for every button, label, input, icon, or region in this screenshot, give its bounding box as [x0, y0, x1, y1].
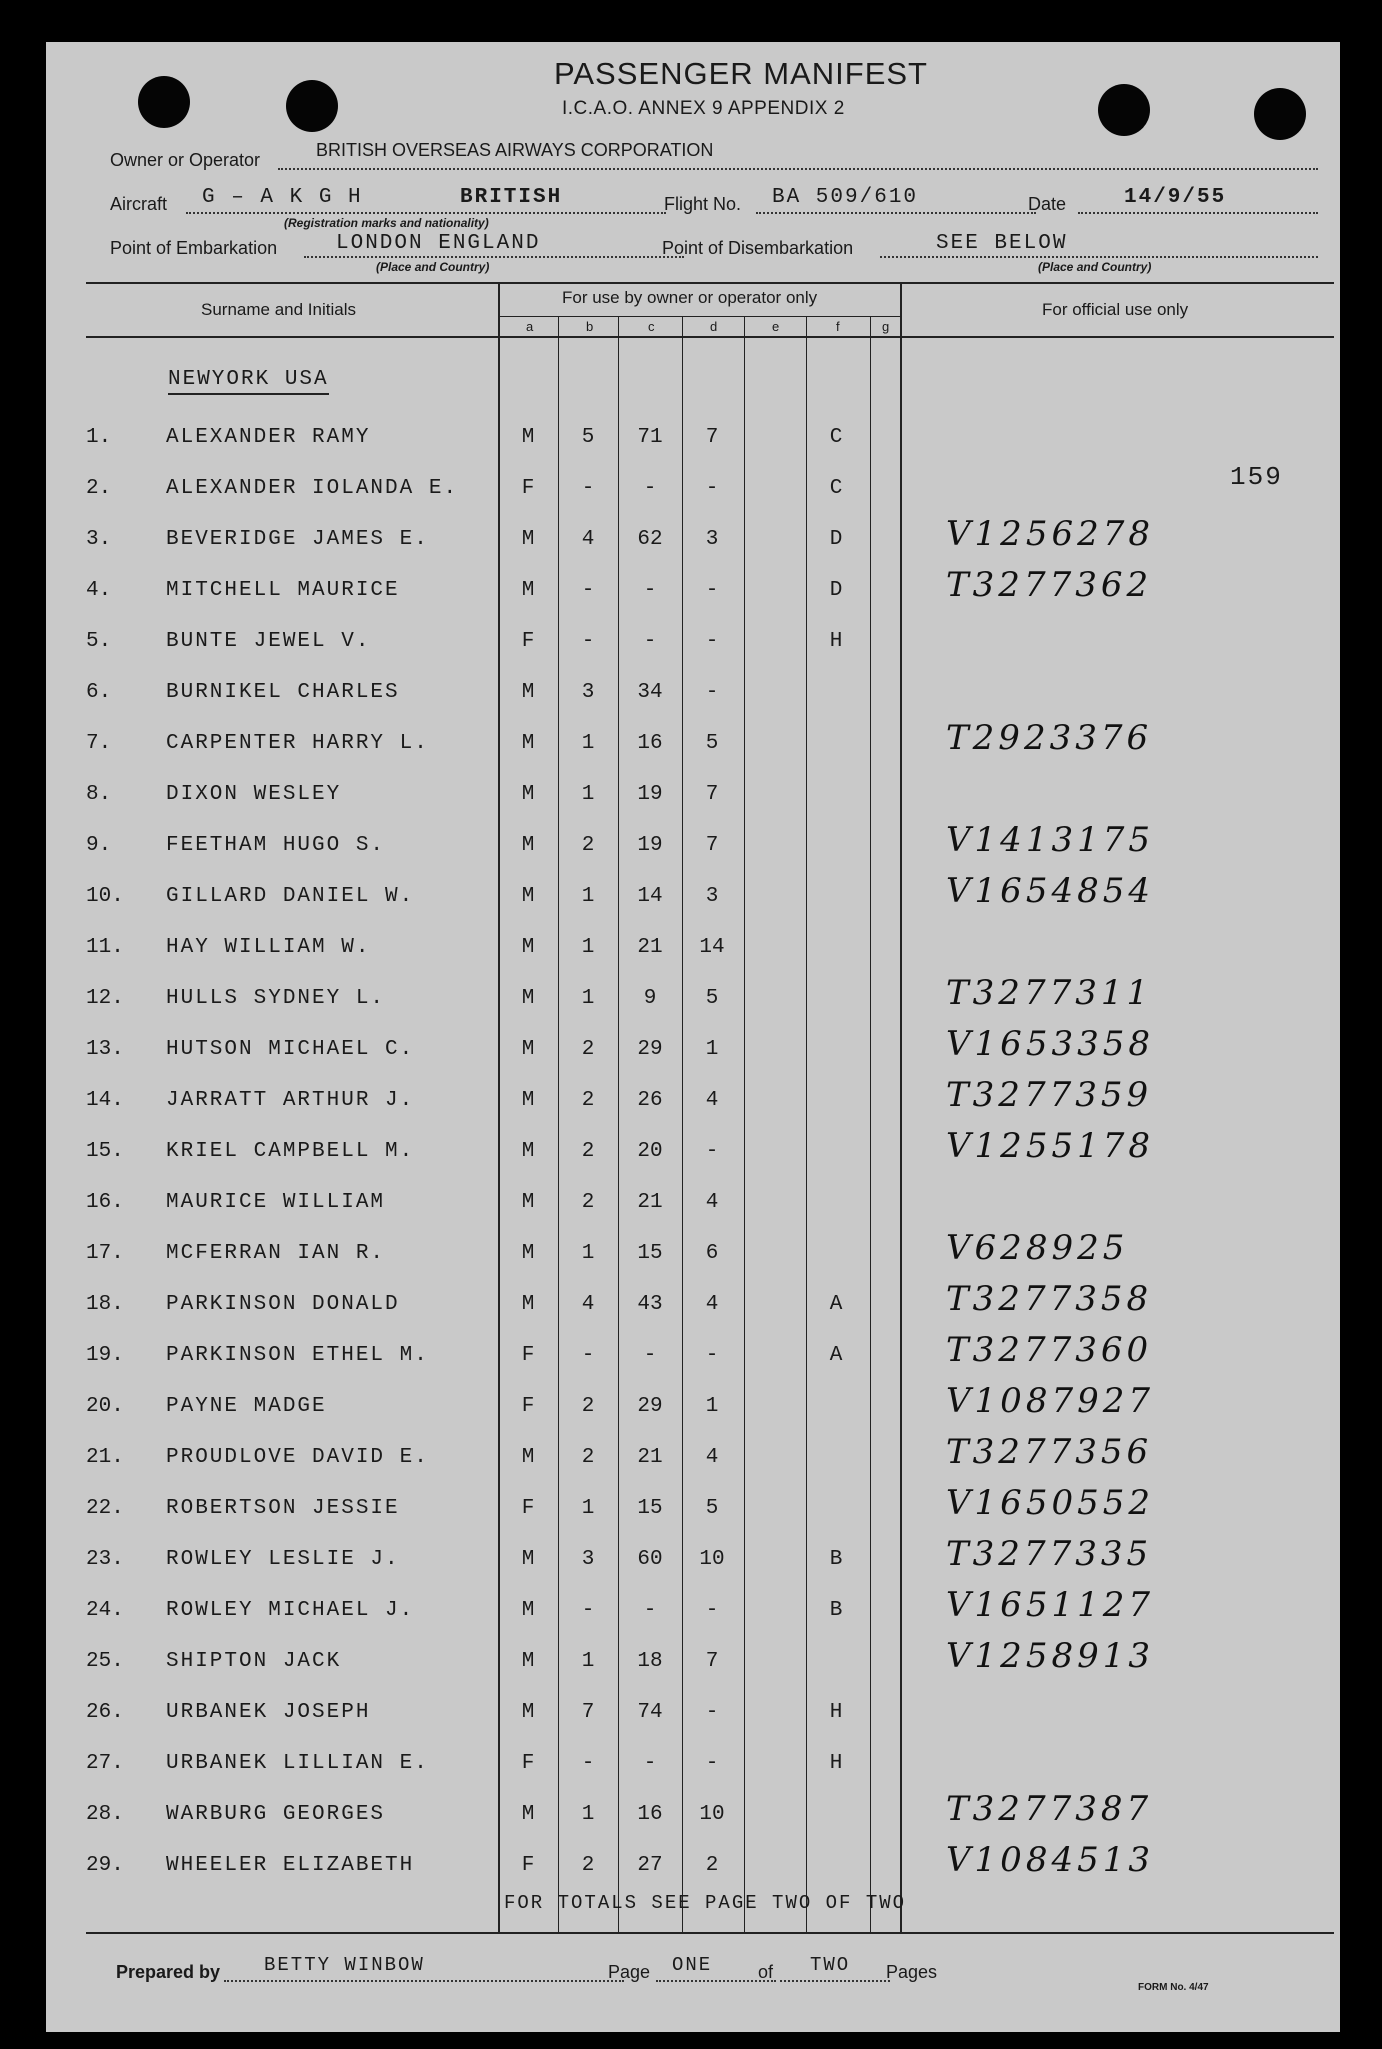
official-number: V1650552 [946, 1483, 1154, 1523]
cell-c: - [643, 1344, 657, 1367]
flight-value: BA 509/610 [772, 186, 919, 209]
passenger-name: WHEELER ELIZABETH [166, 1854, 415, 1877]
cell-a: M [521, 1803, 535, 1826]
passenger-name: HULLS SYDNEY L. [166, 987, 386, 1010]
row-number: 21. [86, 1446, 124, 1469]
cell-d: 4 [705, 1191, 719, 1214]
cell-a: M [521, 1701, 535, 1724]
row-number: 24. [86, 1599, 124, 1622]
passenger-name: MCFERRAN IAN R. [166, 1242, 386, 1265]
official-number: V1256278 [946, 514, 1154, 554]
embarkation-value: LONDON ENGLAND [336, 232, 541, 255]
page-subtitle: I.C.A.O. ANNEX 9 APPENDIX 2 [562, 98, 845, 119]
cell-b: 1 [581, 1242, 595, 1265]
col-header-surname: Surname and Initials [201, 300, 356, 319]
date-label: Date [1028, 194, 1067, 214]
cell-d: 7 [705, 1650, 719, 1673]
cell-a: M [521, 1293, 535, 1316]
cell-c: 62 [637, 528, 663, 551]
official-number: V1255178 [946, 1126, 1154, 1166]
embarkation-label: Point of Embarkation [110, 238, 278, 258]
passenger-name: HAY WILLIAM W. [166, 936, 371, 959]
cell-a: F [521, 630, 535, 653]
cell-c: 71 [637, 426, 663, 449]
cell-a: M [521, 579, 535, 602]
passenger-name: BUNTE JEWEL V. [166, 630, 371, 653]
passenger-name: PAYNE MADGE [166, 1395, 327, 1418]
subcol-d: d [710, 319, 718, 334]
cell-d: 7 [705, 426, 719, 449]
cell-a: M [521, 834, 535, 857]
cell-a: M [521, 528, 535, 551]
official-number: T3277358 [946, 1279, 1153, 1319]
cell-b: 2 [581, 1191, 595, 1214]
cell-d: - [705, 630, 719, 653]
page-stamp-number: 159 [1230, 462, 1283, 492]
passenger-name: PROUDLOVE DAVID E. [166, 1446, 429, 1469]
cell-b: 2 [581, 1089, 595, 1112]
cell-f: H [829, 1752, 843, 1775]
cell-c: 16 [637, 732, 663, 755]
cell-b: 1 [581, 1497, 595, 1520]
punch-hole-right-2 [1254, 88, 1306, 140]
row-number: 8. [86, 783, 112, 806]
cell-d: 3 [705, 528, 719, 551]
cell-a: F [521, 477, 535, 500]
row-number: 11. [86, 936, 124, 959]
disembarkation-label: Point of Disembarkation [662, 238, 854, 258]
cell-b: - [581, 477, 595, 500]
cell-a: M [521, 1650, 535, 1673]
subcol-a: a [526, 319, 534, 334]
cell-b: 7 [581, 1701, 595, 1724]
manifest-sheet [46, 42, 1340, 2032]
cell-f: H [829, 630, 843, 653]
of-value: TWO [810, 1954, 851, 1976]
cell-b: - [581, 1752, 595, 1775]
cell-d: 4 [705, 1089, 719, 1112]
section-destination: NEWYORK USA [168, 368, 329, 395]
row-number: 18. [86, 1293, 124, 1316]
subcol-c: c [648, 319, 655, 334]
cell-c: 34 [637, 681, 663, 704]
cell-c: - [643, 1752, 657, 1775]
cell-a: F [521, 1344, 535, 1367]
cell-a: M [521, 783, 535, 806]
col-header-official: For official use only [1042, 300, 1189, 319]
cell-c: 60 [637, 1548, 663, 1571]
row-number: 6. [86, 681, 112, 704]
row-number: 22. [86, 1497, 124, 1520]
official-number: T3277359 [946, 1075, 1153, 1115]
passenger-name: URBANEK LILLIAN E. [166, 1752, 429, 1775]
cell-a: M [521, 987, 535, 1010]
cell-a: M [521, 1191, 535, 1214]
official-number: V1413175 [946, 820, 1154, 860]
cell-d: - [705, 579, 719, 602]
cell-a: M [521, 936, 535, 959]
cell-c: - [643, 477, 657, 500]
cell-c: 14 [637, 885, 663, 908]
cell-d: - [705, 1344, 719, 1367]
passenger-name: JARRATT ARTHUR J. [166, 1089, 415, 1112]
passenger-name: BEVERIDGE JAMES E. [166, 528, 429, 551]
cell-b: 1 [581, 885, 595, 908]
cell-b: - [581, 1599, 595, 1622]
row-number: 16. [86, 1191, 124, 1214]
cell-b: 5 [581, 426, 595, 449]
cell-d: 4 [705, 1293, 719, 1316]
row-number: 28. [86, 1803, 124, 1826]
cell-c: 19 [637, 834, 663, 857]
aircraft-label: Aircraft [110, 194, 168, 214]
cell-b: 3 [581, 681, 595, 704]
row-number: 19. [86, 1344, 124, 1367]
cell-b: 2 [581, 1854, 595, 1877]
row-number: 20. [86, 1395, 124, 1418]
cell-a: M [521, 1599, 535, 1622]
cell-b: - [581, 1344, 595, 1367]
page-label: Page [608, 1962, 651, 1982]
row-number: 7. [86, 732, 112, 755]
flight-label: Flight No. [664, 194, 742, 214]
cell-d: 10 [699, 1803, 725, 1826]
cell-a: M [521, 426, 535, 449]
cell-a: M [521, 1446, 535, 1469]
passenger-name: BURNIKEL CHARLES [166, 681, 400, 704]
cell-a: M [521, 681, 535, 704]
passenger-name: MITCHELL MAURICE [166, 579, 400, 602]
row-number: 10. [86, 885, 124, 908]
cell-a: M [521, 732, 535, 755]
row-number: 23. [86, 1548, 124, 1571]
cell-c: - [643, 630, 657, 653]
cell-d: - [705, 1752, 719, 1775]
passenger-name: ALEXANDER RAMY [166, 426, 371, 449]
cell-b: 3 [581, 1548, 595, 1571]
cell-d: - [705, 681, 719, 704]
punch-hole-right-1 [1098, 84, 1150, 136]
cell-c: 21 [637, 936, 663, 959]
disembarkation-value: SEE BELOW [936, 232, 1068, 255]
passenger-name: GILLARD DANIEL W. [166, 885, 415, 908]
cell-b: 2 [581, 1446, 595, 1469]
row-number: 17. [86, 1242, 124, 1265]
cell-b: - [581, 579, 595, 602]
row-number: 4. [86, 579, 112, 602]
cell-f: H [829, 1701, 843, 1724]
cell-c: - [643, 579, 657, 602]
official-number: V1084513 [946, 1840, 1154, 1880]
row-number: 13. [86, 1038, 124, 1061]
pages-label: Pages [886, 1962, 938, 1982]
subcol-e: e [772, 319, 780, 334]
row-number: 1. [86, 426, 112, 449]
cell-f: D [829, 528, 843, 551]
cell-c: 21 [637, 1191, 663, 1214]
punch-hole-left-2 [286, 80, 338, 132]
cell-a: M [521, 885, 535, 908]
passenger-name: ROWLEY LESLIE J. [166, 1548, 400, 1571]
cell-b: - [581, 630, 595, 653]
row-number: 12. [86, 987, 124, 1010]
cell-a: F [521, 1395, 535, 1418]
nationality-value: BRITISH [460, 186, 563, 209]
cell-c: 15 [637, 1497, 663, 1520]
owner-value: BRITISH OVERSEAS AIRWAYS CORPORATION [316, 140, 714, 160]
row-number: 3. [86, 528, 112, 551]
cell-a: F [521, 1497, 535, 1520]
passenger-name: PARKINSON DONALD [166, 1293, 400, 1316]
cell-b: 2 [581, 834, 595, 857]
official-number: T3277362 [946, 565, 1153, 605]
cell-d: 7 [705, 783, 719, 806]
of-label: of [758, 1962, 774, 1982]
official-number: T3277311 [946, 973, 1153, 1013]
row-number: 15. [86, 1140, 124, 1163]
row-number: 29. [86, 1854, 124, 1877]
cell-f: A [829, 1344, 843, 1367]
cell-b: 1 [581, 783, 595, 806]
cell-c: 18 [637, 1650, 663, 1673]
cell-d: 1 [705, 1395, 719, 1418]
aircraft-value: G – A K G H [202, 186, 363, 209]
row-number: 27. [86, 1752, 124, 1775]
prepared-value: BETTY WINBOW [264, 1954, 425, 1976]
cell-a: F [521, 1752, 535, 1775]
page-value: ONE [672, 1954, 713, 1976]
passenger-name: ROBERTSON JESSIE [166, 1497, 400, 1520]
official-number: T3277360 [946, 1330, 1153, 1370]
cell-b: 1 [581, 1650, 595, 1673]
cell-d: 3 [705, 885, 719, 908]
cell-c: 29 [637, 1038, 663, 1061]
passenger-name: CARPENTER HARRY L. [166, 732, 429, 755]
cell-a: M [521, 1038, 535, 1061]
subcol-f: f [836, 319, 840, 334]
official-number: V628925 [946, 1228, 1129, 1268]
cell-a: M [521, 1089, 535, 1112]
aircraft-note: (Registration marks and nationality) [284, 216, 489, 230]
row-number: 2. [86, 477, 112, 500]
cell-c: 21 [637, 1446, 663, 1469]
official-number: T3277335 [946, 1534, 1153, 1574]
cell-a: M [521, 1548, 535, 1571]
passenger-name: ROWLEY MICHAEL J. [166, 1599, 415, 1622]
passenger-name: SHIPTON JACK [166, 1650, 342, 1673]
cell-b: 2 [581, 1140, 595, 1163]
cell-d: - [705, 1599, 719, 1622]
cell-d: - [705, 477, 719, 500]
page-title: PASSENGER MANIFEST [554, 56, 928, 91]
cell-d: 5 [705, 1497, 719, 1520]
disembarkation-note: (Place and Country) [1038, 260, 1152, 274]
passenger-name: MAURICE WILLIAM [166, 1191, 386, 1214]
cell-d: 5 [705, 732, 719, 755]
cell-b: 1 [581, 1803, 595, 1826]
cell-f: C [829, 477, 843, 500]
cell-f: D [829, 579, 843, 602]
totals-note: FOR TOTALS SEE PAGE TWO OF TWO [504, 1892, 907, 1914]
subcol-b: b [586, 319, 594, 334]
cell-b: 4 [581, 1293, 595, 1316]
cell-a: M [521, 1242, 535, 1265]
cell-d: 2 [705, 1854, 719, 1877]
cell-d: - [705, 1140, 719, 1163]
cell-f: C [829, 426, 843, 449]
cell-c: 29 [637, 1395, 663, 1418]
form-number: FORM No. 4/47 [1138, 1982, 1209, 1993]
cell-f: A [829, 1293, 843, 1316]
date-value: 14/9/55 [1124, 186, 1227, 209]
passenger-name: KRIEL CAMPBELL M. [166, 1140, 415, 1163]
cell-c: 19 [637, 783, 663, 806]
cell-c: 26 [637, 1089, 663, 1112]
passenger-name: URBANEK JOSEPH [166, 1701, 371, 1724]
cell-b: 2 [581, 1395, 595, 1418]
official-number: V1651127 [946, 1585, 1154, 1625]
punch-hole-left-1 [138, 76, 190, 128]
cell-d: 14 [699, 936, 725, 959]
row-number: 14. [86, 1089, 124, 1112]
official-number: V1087927 [946, 1381, 1154, 1421]
cell-c: 74 [637, 1701, 663, 1724]
cell-a: F [521, 1854, 535, 1877]
subcol-g: g [882, 319, 890, 334]
passenger-name: HUTSON MICHAEL C. [166, 1038, 415, 1061]
official-number: V1654854 [946, 871, 1154, 911]
official-number: T3277356 [946, 1432, 1153, 1472]
passenger-name: DIXON WESLEY [166, 783, 342, 806]
cell-f: B [829, 1599, 843, 1622]
cell-d: 5 [705, 987, 719, 1010]
cell-c: 9 [643, 987, 657, 1010]
cell-d: 10 [699, 1548, 725, 1571]
row-number: 26. [86, 1701, 124, 1724]
cell-c: - [643, 1599, 657, 1622]
cell-f: B [829, 1548, 843, 1571]
official-number: T2923376 [946, 718, 1153, 758]
owner-label: Owner or Operator [110, 150, 261, 170]
cell-c: 15 [637, 1242, 663, 1265]
passenger-name: WARBURG GEORGES [166, 1803, 386, 1826]
cell-b: 2 [581, 1038, 595, 1061]
cell-d: 6 [705, 1242, 719, 1265]
passenger-name: PARKINSON ETHEL M. [166, 1344, 429, 1367]
cell-d: 1 [705, 1038, 719, 1061]
cell-c: 20 [637, 1140, 663, 1163]
cell-b: 4 [581, 528, 595, 551]
passenger-name: FEETHAM HUGO S. [166, 834, 386, 857]
row-number: 9. [86, 834, 112, 857]
col-header-owner: For use by owner or operator only [562, 288, 818, 307]
row-number: 25. [86, 1650, 124, 1673]
cell-d: - [705, 1701, 719, 1724]
cell-b: 1 [581, 987, 595, 1010]
row-number: 5. [86, 630, 112, 653]
passenger-name: ALEXANDER IOLANDA E. [166, 477, 459, 500]
cell-b: 1 [581, 732, 595, 755]
official-number: V1258913 [946, 1636, 1154, 1676]
cell-c: 27 [637, 1854, 663, 1877]
official-number: V1653358 [946, 1024, 1154, 1064]
cell-a: M [521, 1140, 535, 1163]
cell-c: 16 [637, 1803, 663, 1826]
prepared-label: Prepared by [116, 1962, 221, 1982]
cell-c: 43 [637, 1293, 663, 1316]
embarkation-note: (Place and Country) [376, 260, 490, 274]
cell-b: 1 [581, 936, 595, 959]
cell-d: 4 [705, 1446, 719, 1469]
cell-d: 7 [705, 834, 719, 857]
official-number: T3277387 [946, 1789, 1153, 1829]
